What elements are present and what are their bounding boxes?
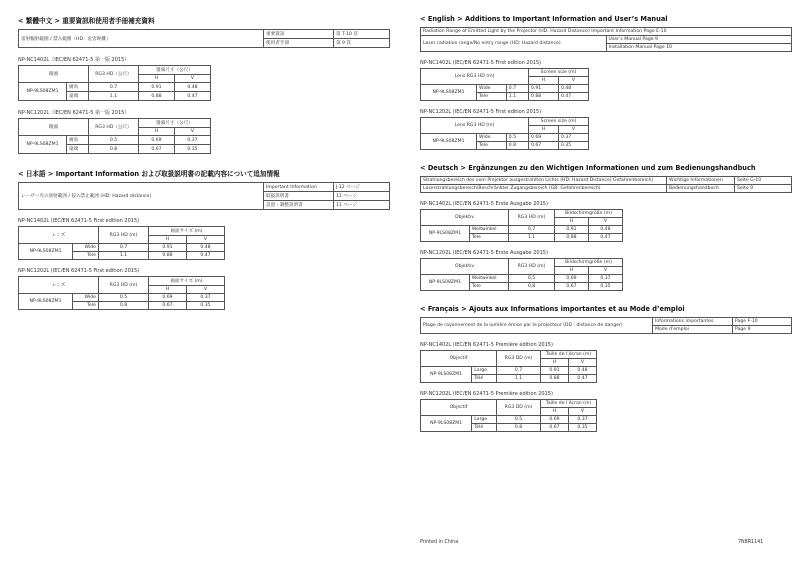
zh-t2-table <box>18 118 211 154</box>
de-t2-model: NP-NC1202L (IEC/EN 62471-5 Erste Ausgabe 2015) <box>420 250 548 256</box>
lens-position: Weitwinkel <box>469 275 508 283</box>
lens-position: 廣角 <box>67 83 89 92</box>
fr-row-label: Plage de rayonnement de la lumière émise par le projecteur (DD : distance de danger) <box>421 318 653 334</box>
rg3-value: 0.7 <box>506 85 528 93</box>
h-value: 0.67 <box>139 145 175 154</box>
lens-header: Lens RG3 HD (m) <box>421 118 529 134</box>
lens-position: Wide <box>477 134 507 142</box>
de-t2-table <box>420 258 623 291</box>
rg3-header: RG3 HD（公尺） <box>89 66 139 83</box>
rg3-value: 1.1 <box>99 252 149 260</box>
rg3-header: RG3 HD（公尺） <box>89 119 139 136</box>
section-fr-heading: < Français > Ajouts aux Informations importantes et au Mode d’emploi <box>420 305 685 313</box>
v-value: 0.35 <box>175 145 211 154</box>
screen-size-header: Taille de l’écran (m) <box>541 400 597 408</box>
lens-position: Télé <box>472 424 497 432</box>
h-header: H <box>529 77 559 85</box>
v-header: V <box>187 286 225 294</box>
v-value: 0.48 <box>559 85 589 93</box>
ja-ref-doc: Important Information <box>264 183 334 192</box>
v-value: 0,48 <box>589 226 623 234</box>
rg3-value: 0.8 <box>506 142 528 150</box>
zh-ref-page: 第 T-10 頁 <box>334 30 390 39</box>
fr-t2-table <box>420 399 597 432</box>
v-value: 0.48 <box>175 83 211 92</box>
en-t1-table <box>420 68 589 101</box>
v-value: 0.37 <box>175 136 211 145</box>
section-zh-heading: < 繁體中文 > 重要資訊和使用者手冊補充資料 <box>18 17 155 25</box>
en-ref: Installation Manual Page 10 <box>606 44 792 52</box>
lens-header: 鏡頭 <box>19 66 89 83</box>
rg3-value: 0.8 <box>89 145 139 154</box>
lens-header: Objectif <box>421 400 497 416</box>
screen-size-header: Screen size (m) <box>529 118 589 126</box>
h-value: 0.88 <box>541 375 569 383</box>
lens-model: NP-9LS08ZM1 <box>19 294 73 310</box>
fr-ref-doc: Informations importantes <box>653 318 733 326</box>
section-fr <box>420 305 792 432</box>
screen-size-header: Bildschirmgröße (m) <box>555 210 623 218</box>
table-row <box>421 185 792 193</box>
fr-ref-doc: Mode d’emploi <box>653 326 733 334</box>
h-value: 0,67 <box>555 283 589 291</box>
en-row1-label: Radiation Range of Emitted Light by the Projector (HD: Hazard Distance) Important Information Page E-10 <box>421 28 792 36</box>
v-value: 0.37 <box>187 294 225 302</box>
h-value: 0.91 <box>149 244 187 252</box>
zh-t2-model: NP-NC1202L（IEC/EN 62471-5 第一版 2015） <box>18 110 130 116</box>
v-header: V <box>175 75 211 83</box>
zh-ref-doc: 使用者手冊 <box>264 39 334 48</box>
de-t1-model: NP-NC1402L (IEC/EN 62471-5 Erste Ausgabe 2015) <box>420 201 548 207</box>
table-row <box>19 136 211 145</box>
lens-position: Wide <box>73 294 99 302</box>
rg3-value: 0.7 <box>89 83 139 92</box>
h-value: 0.69 <box>139 136 175 145</box>
table-row <box>421 275 623 283</box>
zh-t1-model: NP-NC1402L（IEC/EN 62471-5 第一版 2015） <box>18 57 130 63</box>
rg3-value: 0,5 <box>509 275 555 283</box>
rg3-value: 0,8 <box>509 283 555 291</box>
lens-model: NP-9LS08ZM1 <box>421 275 470 291</box>
rg3-value: 1.1 <box>497 375 541 383</box>
screen-size-header: Screen size (m) <box>529 69 589 77</box>
section-ja-heading: < 日本語 > Important Information および取扱説明書の記載内容について追加情報 <box>18 170 280 178</box>
h-value: 0,69 <box>555 275 589 283</box>
lens-header: 鏡頭 <box>19 119 89 136</box>
fr-t1-table <box>420 350 597 383</box>
v-value: 0.48 <box>569 367 597 375</box>
en-reference-table <box>420 27 792 52</box>
h-header: H <box>149 236 187 244</box>
section-de-heading: < Deutsch > Ergänzungen zu den Wichtigen Informationen und zum Bedienungshandbuch <box>420 164 756 172</box>
printed-in-label: Printed in China <box>420 540 459 545</box>
h-header: H <box>139 75 175 83</box>
ja-ref-doc: 設置・調整説明書 <box>264 201 334 210</box>
zh-ref-page: 第 9 頁 <box>334 39 390 48</box>
h-header: H <box>555 267 589 275</box>
ja-ref-page: 11 ページ <box>334 201 390 210</box>
rg3-value: 1.1 <box>89 92 139 101</box>
v-value: 0.37 <box>569 416 597 424</box>
v-value: 0.47 <box>569 375 597 383</box>
rg3-header: RG3 DD (m) <box>497 400 541 416</box>
en-t2-table <box>420 117 589 150</box>
v-value: 0.48 <box>187 244 225 252</box>
table-row <box>421 416 597 424</box>
lens-position: Large <box>472 367 497 375</box>
de-t1-table <box>420 209 623 242</box>
h-value: 0.88 <box>139 92 175 101</box>
v-value: 0.47 <box>187 252 225 260</box>
rg3-value: 0.8 <box>99 302 149 310</box>
rg3-value: 1,1 <box>509 234 555 242</box>
lens-position: Large <box>472 416 497 424</box>
de-ref-doc: Bedienungshandbuch <box>667 185 735 193</box>
table-row <box>421 226 623 234</box>
table-row <box>421 177 792 185</box>
ja-t2-table <box>18 276 225 310</box>
fr-reference-table <box>420 317 792 334</box>
zh-row-label: 雷射輻射範圍 / 禁入範圍（HD：危害距離） <box>19 30 264 48</box>
h-value: 0.91 <box>139 83 175 92</box>
v-header: V <box>569 408 597 416</box>
h-value: 0.88 <box>149 252 187 260</box>
lens-model: NP-9LS08ZM1 <box>421 367 472 383</box>
h-value: 0.91 <box>541 367 569 375</box>
fr-ref-page: Page F-10 <box>733 318 792 326</box>
v-value: 0,35 <box>589 283 623 291</box>
de-ref-page: Seite 9 <box>735 185 792 193</box>
h-value: 0.69 <box>149 294 187 302</box>
section-zh <box>18 15 390 154</box>
lens-model: NP-9LS08ZM1 <box>421 226 470 242</box>
lens-model: NP-9LS08ZM1 <box>421 416 472 432</box>
lens-position: 遠端 <box>67 145 89 154</box>
v-header: V <box>559 77 589 85</box>
de-row-label: Laserstrahlungsbereich/Beschränkter Zugangsbereich (GB: Gefahrenbereich) <box>421 185 667 193</box>
ja-row-label: レーザー光の放射範囲 / 侵入禁止範囲 (HD: Hazard distance) <box>19 183 264 210</box>
lens-header: レンズ <box>19 227 99 244</box>
v-value: 0,47 <box>589 234 623 242</box>
lens-position: Tele <box>477 93 507 101</box>
rg3-value: 1.1 <box>506 93 528 101</box>
v-value: 0.35 <box>559 142 589 150</box>
lens-model: NP-9LS08ZM1 <box>421 85 477 101</box>
rg3-value: 0,7 <box>509 226 555 234</box>
h-header: H <box>555 218 589 226</box>
en-t2-model: NP-NC1202L (IEC/EN 62471-5 First edition 2015) <box>420 109 542 115</box>
v-header: V <box>187 236 225 244</box>
document-code: 7N8R1141 <box>738 540 764 545</box>
lens-header: レンズ <box>19 277 99 294</box>
lens-model: NP-9LS08ZM1 <box>19 136 67 154</box>
table-row <box>19 294 225 302</box>
rg3-header: RG3 HD (m) <box>509 210 555 226</box>
lens-position: Tele <box>469 234 508 242</box>
h-value: 0,88 <box>555 234 589 242</box>
section-en-heading: < English > Additions to Important Information and User’s Manual <box>420 15 668 23</box>
rg3-value: 0.7 <box>497 367 541 375</box>
screen-size-header: 螢幕尺寸（公尺） <box>139 119 211 128</box>
rg3-value: 0.5 <box>506 134 528 142</box>
lens-position: Tele <box>73 302 99 310</box>
fr-ref-page: Page 9 <box>733 326 792 334</box>
rg3-value: 0.8 <box>497 424 541 432</box>
lens-model: NP-9LS08ZM1 <box>19 83 67 101</box>
screen-size-header: 画面サイズ (m) <box>149 277 225 286</box>
lens-position: Tele <box>477 142 507 150</box>
lens-header: Objectif <box>421 351 497 367</box>
h-value: 0.67 <box>529 142 559 150</box>
lens-position: 廣角 <box>67 136 89 145</box>
v-value: 0.47 <box>559 93 589 101</box>
v-header: V <box>559 126 589 134</box>
h-header: H <box>541 359 569 367</box>
h-value: 0,91 <box>555 226 589 234</box>
ja-ref-doc: 取扱説明書 <box>264 192 334 201</box>
table-row <box>421 367 597 375</box>
table-row <box>421 134 589 142</box>
ja-t1-model: NP-NC1402L (IEC/EN 62471-5 First edition 2015) <box>18 218 140 224</box>
rg3-header: RG3 HD (m) <box>99 227 149 244</box>
fr-t2-model: NP-NC1202L (IEC/EN 62471-5 Première édition 2015) <box>420 391 553 397</box>
rg3-value: 0.5 <box>89 136 139 145</box>
zh-t1-table <box>18 65 211 101</box>
rg3-value: 0.5 <box>99 294 149 302</box>
h-value: 0.88 <box>529 93 559 101</box>
v-value: 0.47 <box>175 92 211 101</box>
en-row2-label: Laser radiation range/No entry range (HD: Hazard distance) <box>421 36 607 52</box>
lens-position: 遠端 <box>67 92 89 101</box>
lens-position: Wide <box>73 244 99 252</box>
table-row <box>19 83 211 92</box>
de-row-label: Strahlungsbereich des vom Projektor ausgestrahlten Lichts (HD: Hazard Distance) Gefahrenbereich) <box>421 177 667 185</box>
rg3-header: RG3 HD (m) <box>509 259 555 275</box>
screen-size-header: Bildschirmgröße (m) <box>555 259 623 267</box>
de-reference-table <box>420 176 792 193</box>
h-header: H <box>541 408 569 416</box>
ja-reference-table <box>18 182 390 210</box>
lens-model: NP-9LS08ZM1 <box>421 134 477 150</box>
lens-header: Lens RG3 HD (m) <box>421 69 529 85</box>
rg3-header: RG3 HD (m) <box>99 277 149 294</box>
v-header: V <box>175 128 211 136</box>
section-en <box>420 15 792 150</box>
rg3-value: 0.5 <box>497 416 541 424</box>
section-ja <box>18 168 390 310</box>
de-ref-page: Seite G-10 <box>735 177 792 185</box>
ja-t1-table <box>18 226 225 260</box>
lens-model: NP-9LS08ZM1 <box>19 244 73 260</box>
ja-ref-page: J-12 ページ <box>334 183 390 192</box>
left-column <box>18 15 390 324</box>
h-value: 0.67 <box>149 302 187 310</box>
h-value: 0.69 <box>541 416 569 424</box>
de-ref-doc: Wichtige Informationen <box>667 177 735 185</box>
rg3-value: 0.7 <box>99 244 149 252</box>
h-header: H <box>139 128 175 136</box>
en-ref: User’s Manual Page 9 <box>606 36 792 44</box>
v-value: 0.35 <box>187 302 225 310</box>
ja-ref-page: 11 ページ <box>334 192 390 201</box>
zh-ref-doc: 重要資訊 <box>264 30 334 39</box>
table-row <box>421 85 589 93</box>
v-value: 0.37 <box>559 134 589 142</box>
zh-reference-table <box>18 29 390 48</box>
lens-header: Objektiv <box>421 259 509 275</box>
screen-size-header: 螢幕尺寸（公尺） <box>139 66 211 75</box>
h-header: H <box>529 126 559 134</box>
table-row <box>19 244 225 252</box>
lens-position: Tele <box>73 252 99 260</box>
h-value: 0.91 <box>529 85 559 93</box>
lens-position: Weitwinkel <box>469 226 508 234</box>
v-header: V <box>569 359 597 367</box>
rg3-header: RG3 DD (m) <box>497 351 541 367</box>
lens-position: Wide <box>477 85 507 93</box>
lens-header: Objektiv <box>421 210 509 226</box>
ja-t2-model: NP-NC1202L (IEC/EN 62471-5 First edition 2015) <box>18 268 140 274</box>
lens-position: Télé <box>472 375 497 383</box>
section-de <box>420 164 792 291</box>
v-value: 0.35 <box>569 424 597 432</box>
v-value: 0,37 <box>589 275 623 283</box>
v-header: V <box>589 267 623 275</box>
h-value: 0.67 <box>541 424 569 432</box>
en-t1-model: NP-NC1402L (IEC/EN 62471-5 First edition 2015) <box>420 60 542 66</box>
screen-size-header: Taille de l’écran (m) <box>541 351 597 359</box>
screen-size-header: 画面サイズ (m) <box>149 227 225 236</box>
right-column <box>420 15 792 446</box>
h-header: H <box>149 286 187 294</box>
fr-t1-model: NP-NC1402L (IEC/EN 62471-5 Première édition 2015) <box>420 342 553 348</box>
v-header: V <box>589 218 623 226</box>
lens-position: Tele <box>469 283 508 291</box>
h-value: 0.69 <box>529 134 559 142</box>
